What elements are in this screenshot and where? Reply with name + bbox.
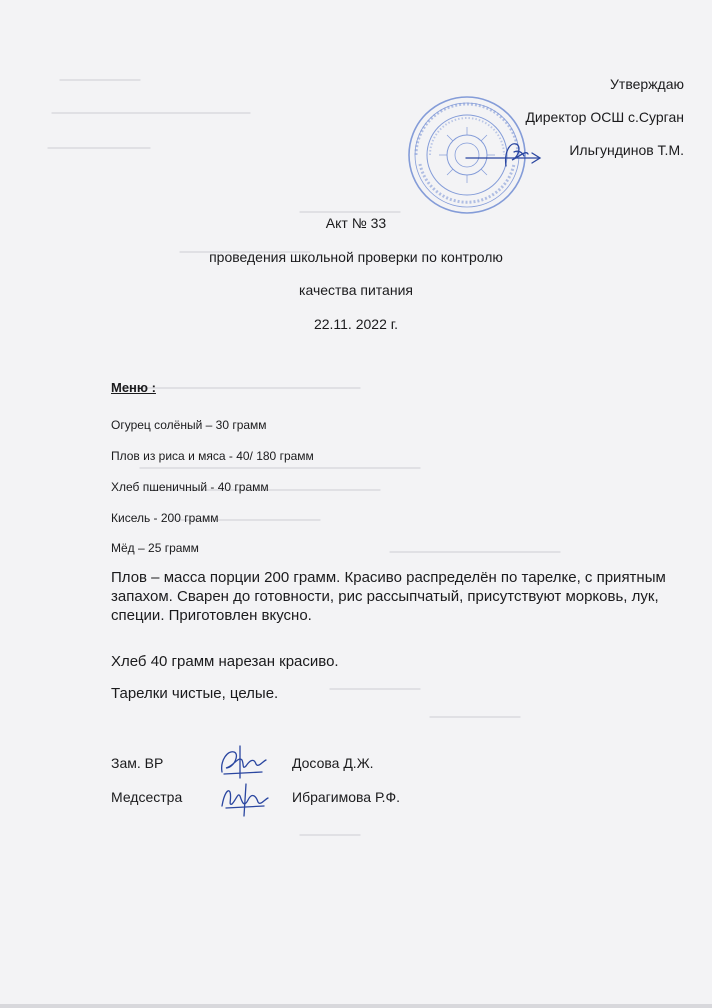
signatory-name: Ибрагимова Р.Ф. [292,789,401,805]
signatory-role: Медсестра [111,789,183,805]
menu-item: Огурец солёный – 30 грамм [111,418,267,432]
menu-item: Плов из риса и мяса - 40/ 180 грамм [111,449,314,463]
menu-item: Кисель - 200 грамм [111,511,219,525]
director-signature [464,138,544,172]
director-name: Ильгундинов Т.М. [569,142,684,158]
act-topic: качества питания [299,282,413,298]
inspection-finding-pilaf: Плов – масса порции 200 грамм. Красиво распределён по тарелке, с приятным запахом. Сварен до готовности, рис рассыпчатый, присутствуют морковь, лук, специи. Приготовлен вкусно. [111,569,666,624]
menu-heading: Меню : [111,380,156,395]
act-date: 22.11. 2022 г. [313,316,399,332]
act-subject: проведения школьной проверки по контролю [209,249,503,265]
menu-item: Хлеб пшеничный - 40 грамм [111,480,269,494]
inspection-finding-bread: Хлеб 40 грамм нарезан красиво. [111,653,339,670]
handwritten-signature [216,742,274,782]
act-number: Акт № 33 [325,215,387,231]
approval-label: Утверждаю [610,76,684,92]
inspection-finding-plates: Тарелки чистые, целые. [111,685,279,702]
menu-item: Мёд – 25 грамм [111,541,199,555]
handwritten-signature [216,778,274,818]
director-title: Директор ОСШ с.Сурган [525,109,684,125]
scan-edge [0,1004,712,1008]
signatory-name: Досова Д.Ж. [292,755,374,771]
signatory-role: Зам. ВР [111,755,164,771]
